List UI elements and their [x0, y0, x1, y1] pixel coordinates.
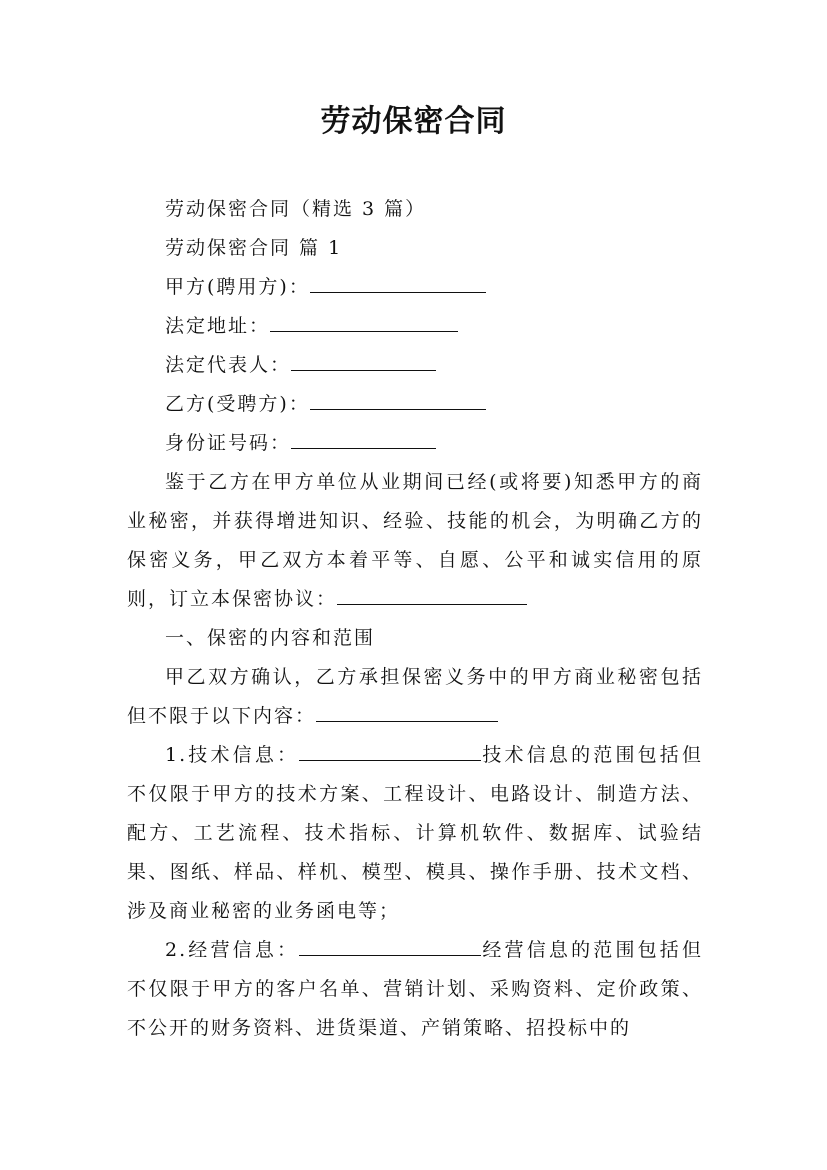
id-number-line [127, 424, 703, 463]
document-body [127, 190, 703, 1048]
item-business-info [127, 931, 703, 1048]
id-number-blank [291, 424, 436, 449]
party-b-blank [310, 385, 486, 410]
party-a-label: 甲方(聘用方)： [165, 276, 310, 298]
heading-confidential-scope: 一、保密的内容和范围 [165, 627, 376, 649]
legal-rep-line [127, 346, 703, 385]
party-b-label: 乙方(受聘方)： [165, 393, 310, 415]
item-2-label: 2.经营信息： [165, 939, 300, 961]
id-number-label: 身份证号码： [165, 432, 292, 454]
legal-rep-blank [291, 346, 436, 371]
legal-rep-label: 法定代表人： [165, 354, 292, 376]
legal-address-label: 法定地址： [165, 315, 271, 337]
item-technical-info [127, 736, 703, 931]
legal-address-line [127, 307, 703, 346]
party-a-blank [310, 268, 486, 293]
document-title: 劳动保密合同 [320, 104, 507, 139]
clause-intro-paragraph: 甲乙双方确认，乙方承担保密义务中的甲方商业秘密包括但不限于以下内容： [127, 666, 703, 727]
party-b-line [127, 385, 703, 424]
item-1-text: 技术信息的范围包括但不仅限于甲方的技术方案、工程设计、电路设计、制造方法、配方、工艺流程、技术指标、计算机软件、数据库、试验结果、图纸、样品、样机、模型、模具、操作手册、技术文档、涉及商业秘密的业务函电等； [127, 744, 703, 922]
preamble-paragraph: 鉴于乙方在甲方单位从业期间已经(或将要)知悉甲方的商业秘密，并获得增进知识、经验、技能的机会，为明确乙方的保密义务，甲乙双方本着平等、自愿、公平和诚实信用的原则，订立本保密协议： [127, 471, 703, 610]
preamble-blank [337, 580, 527, 605]
party-a-line [127, 268, 703, 307]
legal-address-blank [270, 307, 458, 332]
section-title: 劳动保密合同 篇 1 [165, 237, 343, 259]
clause-intro-blank [316, 697, 498, 722]
document-subtitle: 劳动保密合同（精选 3 篇） [165, 198, 427, 220]
item-1-blank [299, 736, 481, 761]
item-2-blank [299, 931, 481, 956]
item-2-text: 经营信息的范围包括但不仅限于甲方的客户名单、营销计划、采购资料、定价政策、不公开的财务资料、进货渠道、产销策略、招投标中的 [127, 939, 703, 1039]
item-1-label: 1.技术信息： [165, 744, 300, 766]
